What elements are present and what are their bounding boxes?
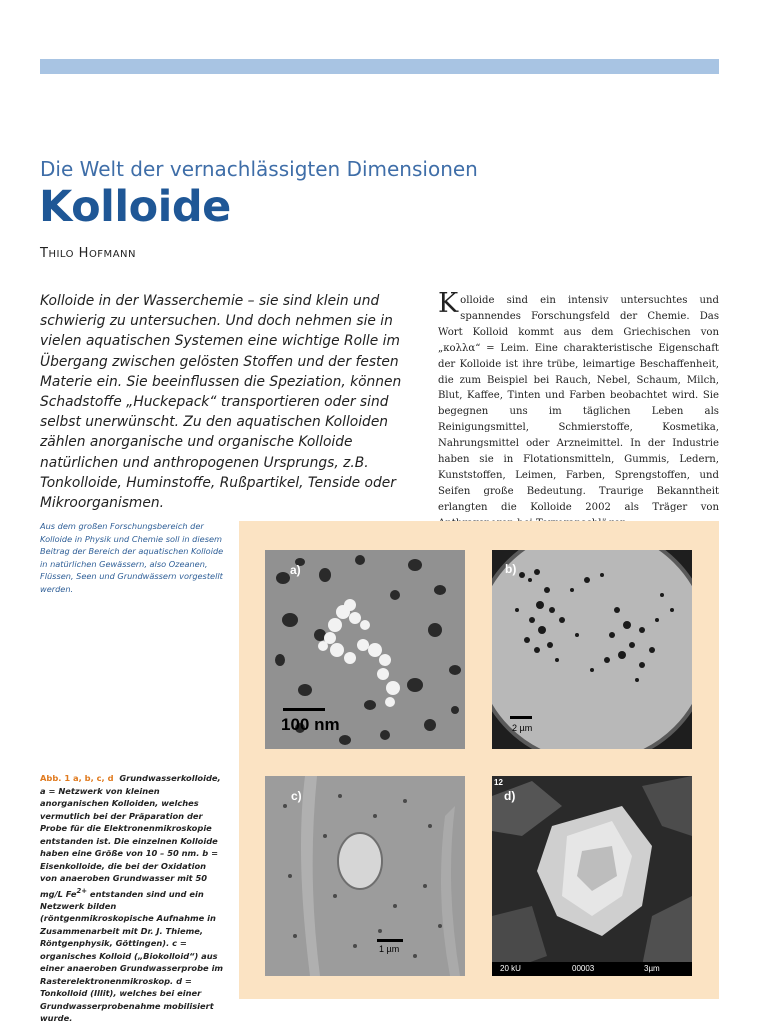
- micrograph-d: [492, 776, 692, 976]
- article-author: [40, 246, 136, 261]
- micrograph-b-image: [492, 550, 692, 749]
- author-first-rest: HILO: [48, 249, 75, 260]
- caption-superscript: 2+: [76, 886, 88, 895]
- figure-b-scale: 2 µm: [512, 723, 533, 733]
- micrograph-c-image: [265, 776, 465, 976]
- micrograph-a: [265, 550, 465, 749]
- figure-d-footer-right: 3µm: [644, 964, 660, 973]
- drop-cap: K: [438, 288, 459, 319]
- figure-c-label: c): [291, 789, 302, 803]
- body-text: olloide sind ein intensiv untersuchtes und spannendes Forschungsfeld der Chemie. Das Wort Kolloid kommt aus dem Griechischen von „κολλα“ = Leim. Eine charakteristische Eigenschaft der Kolloide ist ihre trübe, leimartige Beschaffenheit, die zum Beispiel bei Rauch, Nebel, Schaum, Milch, Blut, Kaffee, Tinten und Farben beobachtet wird. Sie begegnen uns im täglichen Leben als Reinigungsmittel, Schmierstoffe, Kosmetika, Nahrungsmittel oder Arzneimittel. In der Industrie haben sie in Flotationsmitteln, Gummis, Ledern, Kunststoffen, Leimen, Farben, Sprengstoffen, und Seifen große Bedeutung. Traurige Bekanntheit erlangten die Kolloide 2002 als Träger von: [438, 295, 719, 513]
- micrograph-b: [492, 550, 692, 749]
- header-color-bar: [40, 59, 719, 74]
- author-last-rest: OFMANN: [88, 249, 136, 260]
- figure-a-label: a): [290, 563, 301, 577]
- author-last-initial: H: [78, 246, 89, 261]
- figure-b-label: b): [505, 562, 517, 576]
- figure-c-scale: 1 µm: [379, 944, 400, 954]
- article-kicker: Die Welt der vernachlässigten Dimensionen: [40, 157, 478, 181]
- figure-caption: [40, 772, 224, 1025]
- figure-a-scale: 100 nm: [281, 715, 340, 734]
- figure-d-footer-mid: 00003: [572, 964, 595, 973]
- article-title: Kolloide: [39, 182, 231, 232]
- caption-label: Abb. 1 a, b, c, d: [40, 773, 114, 783]
- caption-text: Grundwasserkolloide, a = Netzwerk von kleinen anorganischen Kolloiden, welches vermutlich bei der Präparation der Probe für die Elektronenmikroskopie entstanden ist. Die einzelnen Kolloide haben eine Größe von 10 – 50 nm. b = Eisenkolloide, die bei der Oxidation von anaeroben Grundwasser mit 50 mg/L Fe: [40, 773, 221, 899]
- figure-d-corner-number: 12: [494, 778, 503, 787]
- side-note: Aus dem großen Forschungsbereich der Kolloide in Physik und Chemie soll in diesem Beitrag der Bereich der aquatischen Kolloide in natürlichen Gewässern, also Ozeanen, Flüssen, Seen und Grundwässern vorgestellt werden.: [40, 521, 224, 594]
- caption-text-continued: entstanden sind und ein Netzwerk bilden (röntgenmikroskopische Aufnahme in Zusammenarbeit mit Dr. J. Thieme, Röntgenphysik, Göttingen). c = organisches Kolloid („Biokolloid“) aus einer anaeroben Grundwasserprobe im Rasterelektronenmikroskop. d = Tonkolloid (Illit), welches bei einer Grundwasserprobenahme mobilisiert wurde.: [40, 888, 224, 1024]
- figure-d-label: d): [504, 789, 516, 803]
- lead-paragraph: Kolloide in der Wasserchemie – sie sind klein und schwierig zu untersuchen. Und doch nehmen sie in vielen aquatischen Systemen eine wichtige Rolle im Übergang zwischen gelösten Stoffen und der festen Materie ein. Sie beeinflussen die Speziation, können Schadstoffe „Huckepack“ transportieren oder sind selbst unerwünscht. Zu den aquatischen Kolloiden zählen anorganische und organische Kolloide natürlichen und anthropogenen Ursprungs, z.B. Tonkolloide, Huminstoffe, Rußpartikel, Tenside oder Mikroorganismen.: [40, 293, 402, 512]
- body-paragraph: [438, 288, 719, 532]
- micrograph-d-image: [492, 776, 692, 976]
- author-first-initial: T: [40, 246, 49, 261]
- figure-d-footer-left: 20 kU: [500, 964, 521, 973]
- micrograph-c: [265, 776, 465, 976]
